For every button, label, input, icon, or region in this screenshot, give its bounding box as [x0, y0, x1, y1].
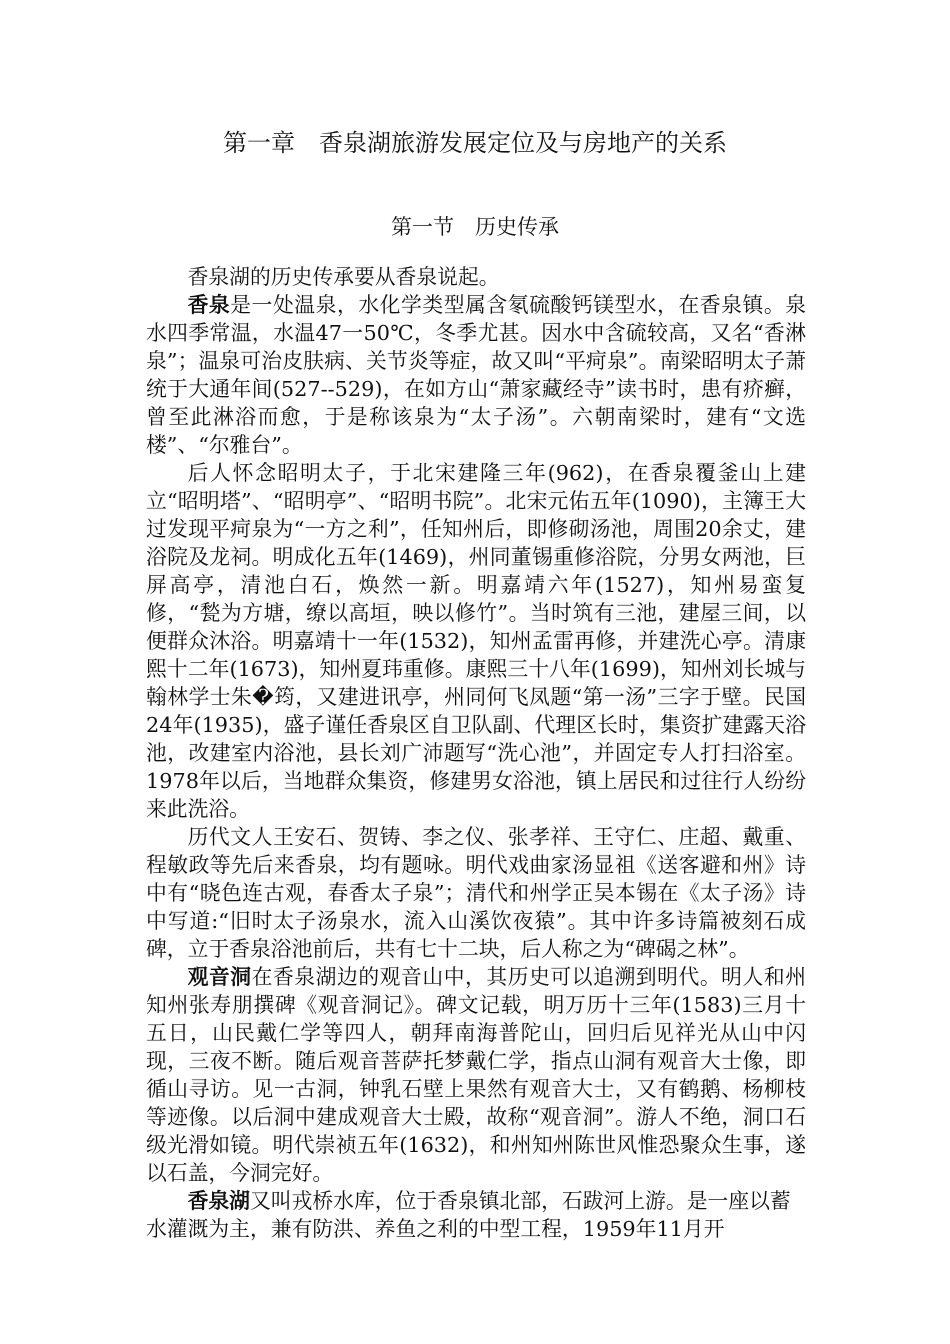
body-text	[146, 263, 806, 1243]
paragraph-guanyin-cave	[146, 963, 806, 1187]
section-title: 第一节 历史传承	[391, 215, 559, 239]
paragraph-text: 后人怀念昭明太子，于北宋建隆三年(962)，在香泉覆釜山上建立“昭明塔”、“昭明亭”、“昭明书院”。北宋元佑五年(1090)，主簿王大过发现平疴泉为“一方之利”，任知州后，即修砌汤池，周围20余丈，建浴院及龙祠。明成化五年(1469)，州同董锡重修浴院，分男女两池，巨屏高亭，清池白石，焕然一新。明嘉靖六年(1527)，知州易蛮复修，“甃为方塘，缭以高垣，映以修竹”。当时筑有三池，建屋三间，以便群众沐浴。明嘉靖十一年(1532)，知州孟雷再修，并建洗心亭。清康熙十二年(1673)，知州夏玮重修。康熙三十八年(1699)，知州刘长城与翰林学士朱�筠，又建进讯亭，州同何飞凤题“第一汤”三字于壁。民国24年(1935)，盛子谨任香泉区自卫队副、代理区长时，集资扩建露天浴池，改建室内浴池，县长刘广沛题写“洗心池”，并固定专人打扫浴室。1978年以后，当地群众集资，修建男女浴池，镇上居民和过往行人纷纷来此洗浴。	[146, 461, 806, 821]
paragraph-xiangquan	[146, 291, 806, 459]
paragraph-text: 又叫戎桥水库，位于香泉镇北部，石跋河上游。是一座以蓄水灌溉为主，兼有防洪、养鱼之利的中型工程，1959年11月开	[146, 1189, 791, 1241]
paragraph-history	[146, 459, 806, 823]
paragraph-text: 历代文人王安石、贺铸、李之仪、张孝祥、王守仁、庄超、戴重、程敏政等先后来香泉，均有题咏。明代戏曲家汤显祖《送客避和州》诗中有“晓色连古观，春香太子泉”；清代和州学正吴本锡在《太子汤》诗中写道:“旧时太子汤泉水，流入山溪饮夜猿”。其中许多诗篇被刻石成碑，立于香泉浴池前后，共有七十二块，后人称之为“碑碣之林”。	[146, 825, 806, 961]
keyword-guanyin-cave: 观音洞	[187, 964, 252, 989]
keyword-xiangquan: 香泉	[187, 292, 231, 317]
paragraph-text: 在香泉湖边的观音山中，其历史可以追溯到明代。明人和州知州张寿朋撰碑《观音洞记》。碑文记载，明万历十三年(1583)三月十五日，山民戴仁学等四人，朝拜南海普陀山，回归后见祥光从山中闪现，三夜不断。随后观音菩萨托梦戴仁学，指点山洞有观音大士像，即循山寻访。见一古洞，钟乳石壁上果然有观音大士，又有鹤鹅、杨柳枝等迹像。以后洞中建成观音大士殿，故称“观音洞”。游人不绝，洞口石级光滑如镜。明代崇祯五年(1632)，和州知州陈世风惟恐聚众生事，遂以石盖，今洞完好。	[146, 965, 806, 1185]
paragraph-text: 香泉湖的历史传承要从香泉说起。	[187, 265, 500, 289]
paragraph-text: 是一处温泉，水化学类型属含氡硫酸钙镁型水，在香泉镇。泉水四季常温，水温47一50℃，冬季尤甚。因水中含硫较高，又名“香淋泉”；温泉可治皮肤病、关节炎等症，故又叫“平疴泉”。南梁昭明太子萧统于大通年间(527--529)，在如方山“萧家藏经寺”读书时，患有疥癣，曾至此淋浴而愈，于是称该泉为“太子汤”。六朝南梁时，建有“文选楼”、“尔雅台”。	[146, 293, 806, 457]
paragraph-literati	[146, 823, 806, 963]
chapter-title: 第一章 香泉湖旅游发展定位及与房地产的关系	[223, 129, 727, 157]
paragraph-xiangquan-lake	[146, 1187, 806, 1243]
paragraph-intro	[146, 263, 806, 291]
keyword-xiangquan-lake: 香泉湖	[187, 1188, 250, 1213]
